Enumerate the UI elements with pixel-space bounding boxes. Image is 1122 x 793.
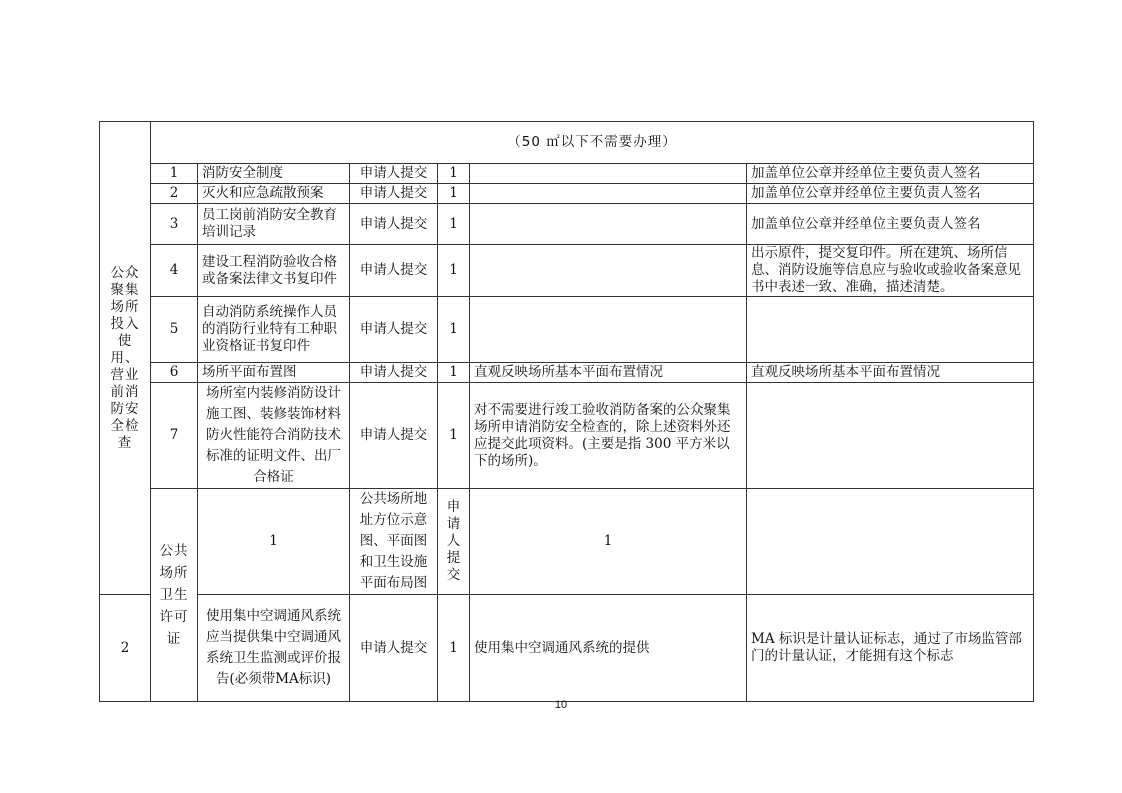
description	[747, 489, 1034, 595]
remark: MA 标识是计量认证标志，通过了市场监管部门的计量认证，才能拥有这个标志	[747, 595, 1034, 702]
banner-note: （50 ㎡以下不需要办理）	[151, 122, 1034, 164]
table-row	[100, 204, 1034, 245]
document-name: 使用集中空调通风系统应当提供集中空调通风系统卫生监测或评价报告(必须带MA标识)	[198, 595, 350, 702]
remark: 出示原件，提交复印件。所在建筑、场所信息、消防设施等信息应与验收或验收备案意见书中表述一致、准确，描述清楚。	[747, 245, 1034, 297]
row-number: 3	[151, 204, 198, 245]
copy-count: 1	[438, 363, 470, 383]
submitter: 申请人提交	[350, 204, 438, 245]
requirements-table	[99, 121, 1034, 702]
document-name: 公共场所地址方位示意图、平面图和卫生设施平面布局图	[350, 489, 438, 595]
copy-count: 1	[438, 595, 470, 702]
submitter: 申请人提交	[350, 383, 438, 489]
description	[470, 297, 747, 363]
document-name: 建设工程消防验收合格或备案法律文书复印件	[198, 245, 350, 297]
page-number: 10	[554, 699, 568, 711]
description: 使用集中空调通风系统的提供	[470, 595, 747, 702]
document-name: 员工岗前消防安全教育培训记录	[198, 204, 350, 245]
category-health-permit: 公共场所卫生许可证	[151, 489, 198, 702]
row-number: 7	[151, 383, 198, 489]
copy-count: 1	[438, 184, 470, 204]
document-name: 消防安全制度	[198, 164, 350, 184]
copy-count: 1	[470, 489, 747, 595]
row-number: 1	[198, 489, 350, 595]
remark: 加盖单位公章并经单位主要负责人签名	[747, 204, 1034, 245]
row-number: 2	[151, 184, 198, 204]
table-row	[100, 245, 1034, 297]
table-row	[100, 489, 1034, 595]
category-fire-safety-inspection: 公众聚集场所投入使用、营业前消防安全检查	[100, 122, 151, 595]
table-row	[100, 184, 1034, 204]
description	[470, 184, 747, 204]
document-name: 灭火和应急疏散预案	[198, 184, 350, 204]
document-name: 自动消防系统操作人员的消防行业特有工种职业资格证书复印件	[198, 297, 350, 363]
copy-count: 1	[438, 204, 470, 245]
description	[470, 204, 747, 245]
submitter: 申请人提交	[350, 595, 438, 702]
remark	[747, 383, 1034, 489]
row-number: 6	[151, 363, 198, 383]
remark: 加盖单位公章并经单位主要负责人签名	[747, 184, 1034, 204]
remark	[747, 297, 1034, 363]
table-row	[100, 297, 1034, 363]
description: 直观反映场所基本平面布置情况	[470, 363, 747, 383]
submitter: 申请人提交	[350, 245, 438, 297]
document-name: 场所平面布置图	[198, 363, 350, 383]
description: 对不需要进行竣工验收消防备案的公众聚集场所申请消防安全检查的，除上述资料外还应提交此项资料。(主要是指 300 平方米以下的场所)。	[470, 383, 747, 489]
row-number: 5	[151, 297, 198, 363]
submitter: 申请人提交	[350, 297, 438, 363]
copy-count: 1	[438, 245, 470, 297]
row-number: 4	[151, 245, 198, 297]
submitter: 申请人提交	[350, 184, 438, 204]
table-row	[100, 595, 1034, 702]
submitter: 申请人提交	[350, 164, 438, 184]
copy-count: 1	[438, 164, 470, 184]
table-row	[100, 383, 1034, 489]
row-number: 1	[151, 164, 198, 184]
row-number: 2	[100, 595, 151, 702]
copy-count: 1	[438, 297, 470, 363]
banner-row	[100, 122, 1034, 164]
description	[470, 245, 747, 297]
document-name: 场所室内装修消防设计施工图、装修装饰材料防火性能符合消防技术标准的证明文件、出厂合格证	[198, 383, 350, 489]
submitter: 申请人提交	[438, 489, 470, 595]
copy-count: 1	[438, 383, 470, 489]
table-row	[100, 363, 1034, 383]
submitter: 申请人提交	[350, 363, 438, 383]
table-row	[100, 164, 1034, 184]
remark: 直观反映场所基本平面布置情况	[747, 363, 1034, 383]
description	[470, 164, 747, 184]
remark: 加盖单位公章并经单位主要负责人签名	[747, 164, 1034, 184]
